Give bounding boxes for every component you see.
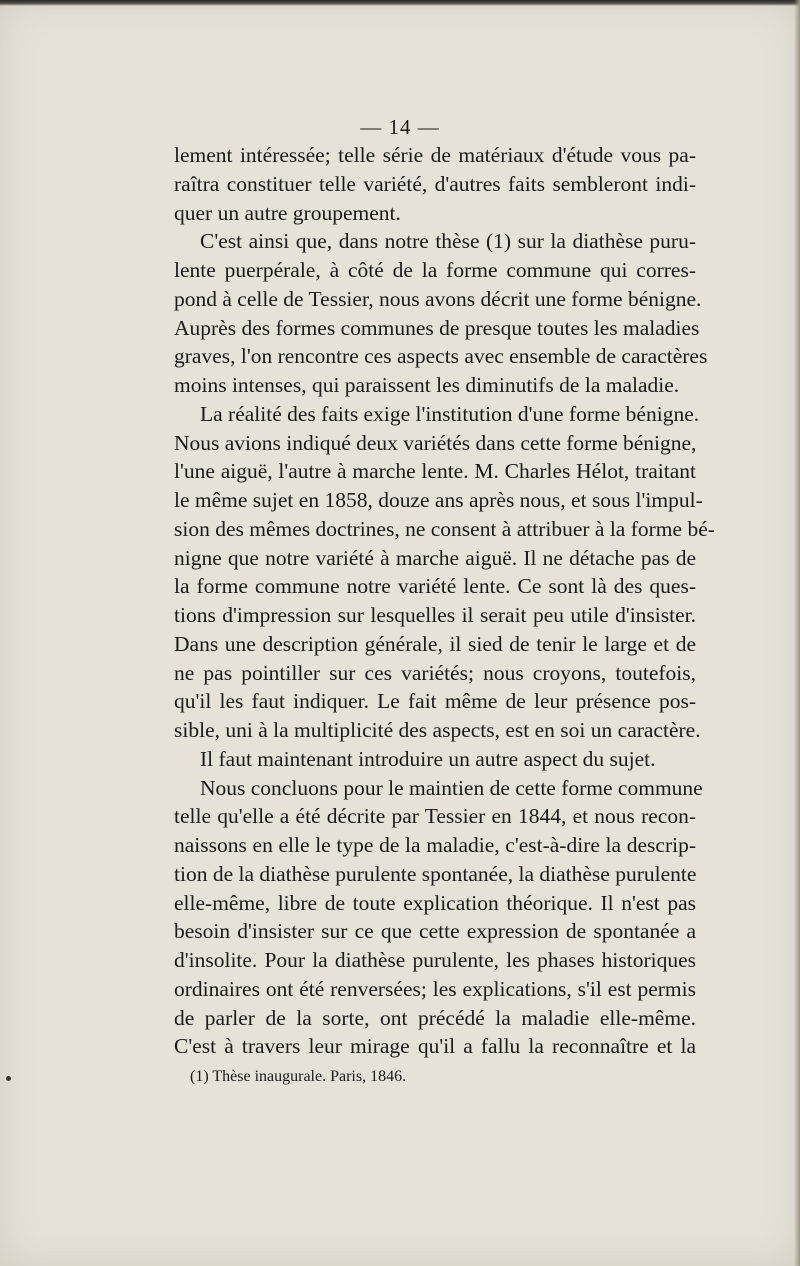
text-line: Auprès des formes communes de presque toutes les maladies	[174, 315, 700, 340]
text-line: Nous concluons pour le maintien de cette forme commune	[200, 775, 703, 800]
text-line: telle qu'elle a été décrite par Tessier en 1844, et nous recon-	[174, 804, 696, 829]
text-line: ne pas pointiller sur ces variétés; nous croyons, toutefois,	[174, 660, 696, 685]
ink-speck	[6, 1076, 11, 1081]
text-line: sible, uni à la multiplicité des aspects, est en soi un caractère.	[174, 718, 701, 742]
text-line: qu'il les faut indiquer. Le fait même de leur présence pos-	[174, 689, 696, 714]
text-line: le même sujet en 1858, douze ans après nous, et sous l'impul-	[174, 488, 703, 512]
text-line: l'une aiguë, l'autre à marche lente. M. Charles Hélot, traitant	[174, 459, 696, 484]
text-line: C'est à travers leur mirage qu'il a fallu la reconnaître et la	[174, 1034, 696, 1059]
text-line: tions d'impression sur lesquelles il serait peu utile d'insister.	[174, 603, 696, 627]
text-line: nigne que notre variété à marche aiguë. Il ne détache pas de	[174, 545, 696, 570]
text-line: raîtra constituer telle variété, d'autres faits sembleront indi-	[174, 171, 696, 196]
text-line: Nous avions indiqué deux variétés dans cette forme bénigne,	[174, 430, 697, 455]
text-line: sion des mêmes doctrines, ne consent à attribuer à la forme bé-	[174, 516, 715, 541]
text-line: La réalité des faits exige l'institution d'une forme bénigne.	[200, 401, 700, 426]
text-line: quer un autre groupement.	[174, 200, 401, 225]
text-line: elle-même, libre de toute explication théorique. Il n'est pas	[174, 890, 696, 915]
text-line: Il faut maintenant introduire un autre aspect du sujet.	[200, 746, 656, 771]
text-line: d'insolite. Pour la diathèse purulente, les phases historiques	[174, 948, 696, 972]
text-line: Dans une description générale, il sied de tenir le large et de	[174, 631, 696, 656]
page-right-edge-shadow	[794, 0, 800, 1266]
text-line: besoin d'insister sur ce que cette expression de spontanée a	[174, 919, 696, 944]
text-line: lente puerpérale, à côté de la forme commune qui corres-	[174, 258, 696, 282]
text-line: ordinaires ont été renversées; les explications, s'il est permis	[174, 976, 696, 1001]
text-line: la forme commune notre variété lente. Ce sont là des ques-	[174, 574, 696, 599]
text-line: moins intenses, qui paraissent les diminutifs de la maladie.	[174, 373, 680, 397]
text-line: tion de la diathèse purulente spontanée, la diathèse purulente	[174, 861, 697, 886]
text-line: lement intéressée; telle série de matériaux d'étude vous pa-	[174, 143, 696, 167]
text-line: pond à celle de Tessier, nous avons décrit une forme bénigne.	[174, 286, 702, 311]
text-line: de parler de la sorte, ont précédé la maladie elle-même.	[174, 1005, 696, 1030]
body-text	[174, 141, 715, 1061]
footnote: (1) Thèse inaugurale. Paris, 1846.	[190, 1068, 407, 1085]
text-line: graves, l'on rencontre ces aspects avec ensemble de caractères	[174, 344, 708, 369]
page-top-edge-shadow	[0, 0, 800, 6]
page-number: — 14 —	[360, 115, 440, 139]
text-line: naissons en elle le type de la maladie, c'est-à-dire la descrip-	[174, 833, 696, 857]
text-line: C'est ainsi que, dans notre thèse (1) sur la diathèse puru-	[200, 229, 696, 254]
